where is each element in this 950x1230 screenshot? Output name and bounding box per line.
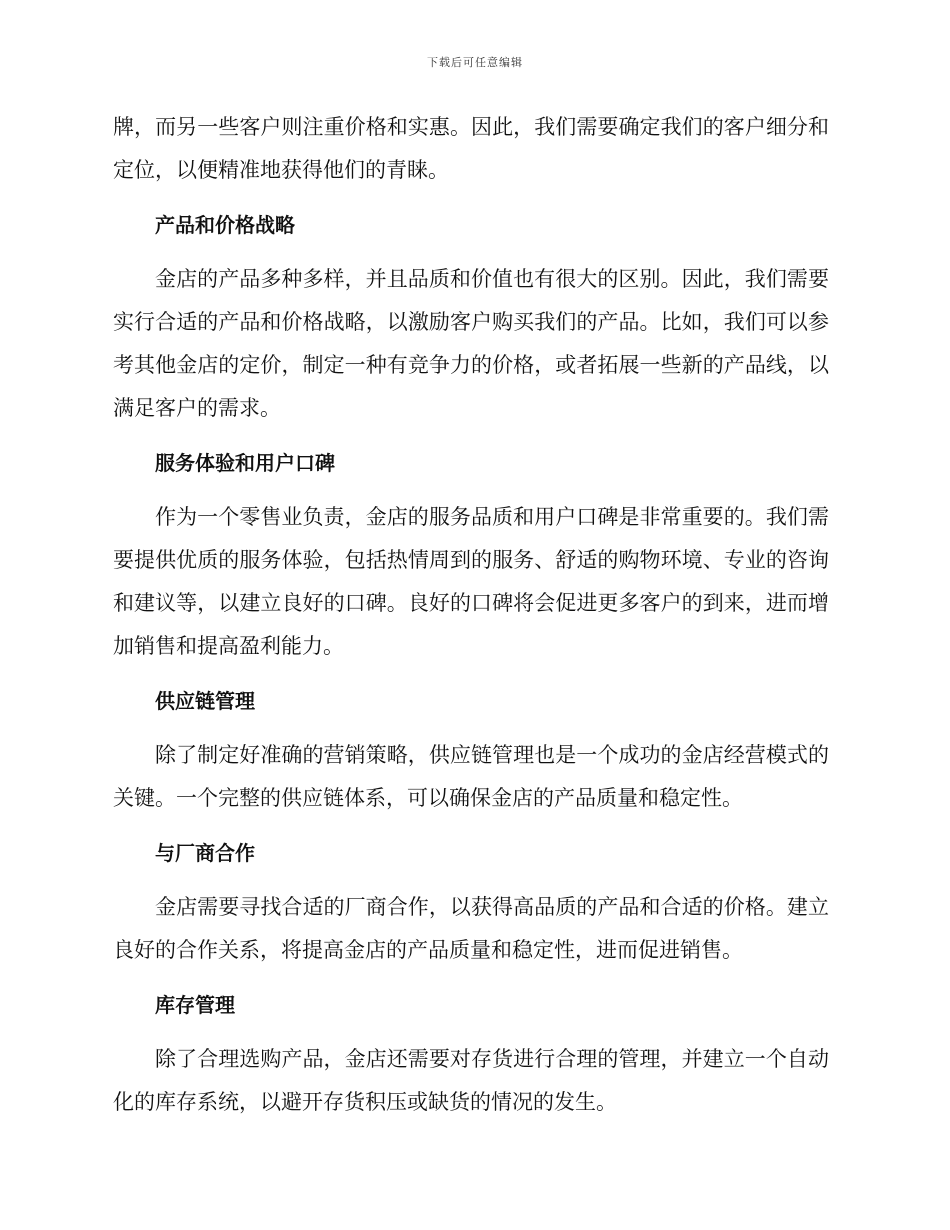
heading-inventory-management: 库存管理 xyxy=(155,993,235,1017)
paragraph-customer-segmentation: 牌，而另一些客户则注重价格和实惠。因此，我们需要确定我们的客户细分和定位，以便精准地获得他们的青睐。 xyxy=(113,115,829,182)
heading-service-reputation: 服务体验和用户口碑 xyxy=(155,451,335,475)
paragraph-manufacturer-cooperation: 金店需要寻找合适的厂商合作，以获得高品质的产品和合适的价格。建立良好的合作关系，将提高金店的产品质量和稳定性，进而促进销售。 xyxy=(113,895,829,962)
heading-supply-chain: 供应链管理 xyxy=(155,689,255,713)
paragraph-supply-chain: 除了制定好准确的营销策略，供应链管理也是一个成功的金店经营模式的关键。一个完整的供应链体系，可以确保金店的产品质量和稳定性。 xyxy=(113,743,829,810)
paragraph-product-price-strategy: 金店的产品多种多样，并且品质和价值也有很大的区别。因此，我们需要实行合适的产品和价格战略，以激励客户购买我们的产品。比如，我们可以参考其他金店的定价，制定一种有竞争力的价格，或者拓展一些新的产品线，以满足客户的需求。 xyxy=(113,267,829,420)
heading-manufacturer-cooperation: 与厂商合作 xyxy=(155,841,255,865)
document-body xyxy=(113,106,829,1136)
paragraph-inventory-management: 除了合理选购产品，金店还需要对存货进行合理的管理，并建立一个自动化的库存系统，以避开存货积压或缺货的情况的发生。 xyxy=(113,1047,829,1114)
paragraph-service-reputation: 作为一个零售业负责，金店的服务品质和用户口碑是非常重要的。我们需要提供优质的服务体验，包括热情周到的服务、舒适的购物环境、专业的咨询和建议等，以建立良好的口碑。良好的口碑将会促进更多客户的到来，进而增加销售和提高盈利能力。 xyxy=(113,505,829,658)
heading-product-price-strategy: 产品和价格战略 xyxy=(155,213,295,237)
header-note: 下载后可任意编辑 xyxy=(427,56,523,69)
